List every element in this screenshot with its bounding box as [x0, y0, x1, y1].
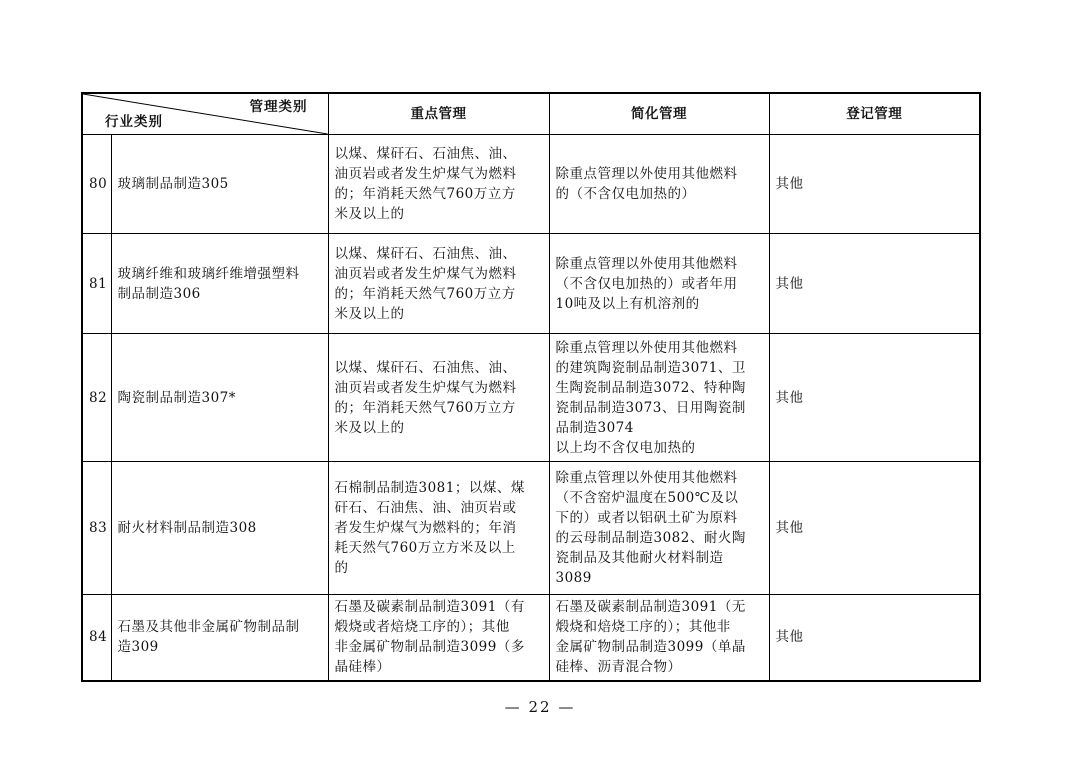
text-line: 石墨及其他非金属矿物制品制: [117, 619, 300, 636]
text-line: 的云母制品制造3082、耐火陶: [555, 530, 746, 546]
text-line: 非金属矿物制品制造3099（多: [334, 639, 525, 656]
registration-cell: 其他: [769, 234, 980, 334]
key-management-cell: [328, 462, 549, 595]
table-row: [82, 135, 980, 234]
row-number: 82: [82, 334, 111, 462]
simplified-management-cell: [549, 462, 769, 595]
table-row: [82, 234, 980, 334]
text-line: 制品制造306: [117, 285, 201, 302]
industry-cell: 玻璃制品制造305: [111, 135, 328, 234]
text-line: 的；年消耗天然气760万立方: [334, 285, 516, 302]
key-management-cell: [328, 135, 549, 234]
industry-cell: 耐火材料制品制造308: [111, 462, 328, 595]
text-line: 以煤、煤矸石、石油焦、油、: [334, 146, 517, 162]
row-number: 80: [82, 135, 111, 234]
text-line: 硅棒、沥青混合物）: [555, 659, 682, 676]
text-line: 除重点管理以外使用其他燃料: [555, 339, 738, 356]
table-row: [82, 334, 980, 462]
page-number: 22: [528, 698, 552, 716]
row-number: 81: [82, 234, 111, 334]
table-row: [82, 595, 980, 681]
text-line: 米及以上的: [334, 206, 405, 222]
dash-right: —: [558, 698, 576, 716]
registration-cell: 其他: [769, 595, 980, 681]
text-line: （不含仅电加热的）或者年用: [555, 275, 738, 292]
text-line: 油页岩或者发生炉煤气为燃料: [334, 265, 517, 282]
text-line: 者发生炉煤气为燃料的；年消: [334, 520, 517, 536]
page-footer: [0, 698, 1080, 716]
key-management-cell: [328, 234, 549, 334]
text-line: 10吨及以上有机溶剂的: [555, 295, 700, 312]
text-line: 煅烧和焙烧工序的）；其他非: [555, 619, 731, 636]
key-management-cell: [328, 334, 549, 462]
text-line: 金属矿物制品制造3099（单晶: [555, 639, 746, 656]
key-management-cell: [328, 595, 549, 681]
registration-cell: 其他: [769, 462, 980, 595]
text-line: 以煤、煤矸石、石油焦、油、: [334, 245, 517, 262]
simplified-management-cell: [549, 234, 769, 334]
text-line: 瓷制品及其他耐火材料制造: [555, 550, 724, 566]
text-line: 瓷制品制造3073、日用陶瓷制: [555, 399, 746, 416]
text-line: 煅烧或者焙烧工序的）；其他: [334, 619, 510, 636]
row-number: 83: [82, 462, 111, 595]
text-line: 造309: [117, 639, 159, 656]
text-line: 的（不含仅电加热的）: [555, 186, 696, 202]
industry-cell: 陶瓷制品制造307*: [111, 334, 328, 462]
table-row: [82, 462, 980, 595]
text-line: 晶硅棒）: [334, 659, 391, 676]
simplified-management-cell: [549, 135, 769, 234]
text-line: 的: [334, 560, 349, 576]
text-line: 石棉制品制造3081；以煤、煤: [334, 480, 525, 496]
header-simplified-management: 简化管理: [549, 93, 769, 135]
permit-table: [81, 92, 981, 682]
text-line: 以上均不含仅电加热的: [555, 439, 696, 456]
text-line: 的建筑陶瓷制品制造3071、卫: [555, 359, 746, 376]
text-line: 除重点管理以外使用其他燃料: [555, 470, 738, 486]
text-line: 的；年消耗天然气760万立方: [334, 186, 516, 202]
industry-cell: [111, 234, 328, 334]
text-line: 3089: [555, 570, 592, 586]
header-industry-label: 行业类别: [105, 114, 163, 130]
text-line: 下的）或者以铝矾土矿为原料: [555, 510, 738, 526]
text-line: 生陶瓷制品制造3072、特种陶: [555, 379, 746, 396]
text-line: 的；年消耗天然气760万立方: [334, 399, 516, 416]
header-registration-management: 登记管理: [769, 93, 980, 135]
registration-cell: 其他: [769, 334, 980, 462]
text-line: 油页岩或者发生炉煤气为燃料: [334, 166, 517, 182]
text-line: 石墨及碳素制品制造3091（有: [334, 599, 525, 616]
text-line: 除重点管理以外使用其他燃料: [555, 166, 738, 182]
text-line: 以煤、煤矸石、石油焦、油、: [334, 359, 517, 376]
text-line: 除重点管理以外使用其他燃料: [555, 255, 738, 272]
text-line: 玻璃纤维和玻璃纤维增强塑料: [117, 265, 300, 282]
dash-left: —: [504, 698, 522, 716]
header-key-management: 重点管理: [328, 93, 549, 135]
registration-cell: 其他: [769, 135, 980, 234]
text-line: 矸石、石油焦、油、油页岩或: [334, 500, 517, 516]
text-line: 油页岩或者发生炉煤气为燃料: [334, 379, 517, 396]
text-line: 品制造3074: [555, 419, 634, 436]
header-category-label: 管理类别: [249, 99, 308, 115]
industry-cell: [111, 595, 328, 681]
header-row: [82, 93, 980, 135]
text-line: 米及以上的: [334, 419, 405, 436]
row-number: 84: [82, 595, 111, 681]
simplified-management-cell: [549, 334, 769, 462]
text-line: 耗天然气760万立方米及以上: [334, 540, 516, 556]
diagonal-header-cell: [82, 93, 328, 135]
text-line: （不含窑炉温度在500℃及以: [555, 490, 739, 506]
simplified-management-cell: [549, 595, 769, 681]
text-line: 米及以上的: [334, 305, 405, 322]
text-line: 石墨及碳素制品制造3091（无: [555, 599, 746, 616]
